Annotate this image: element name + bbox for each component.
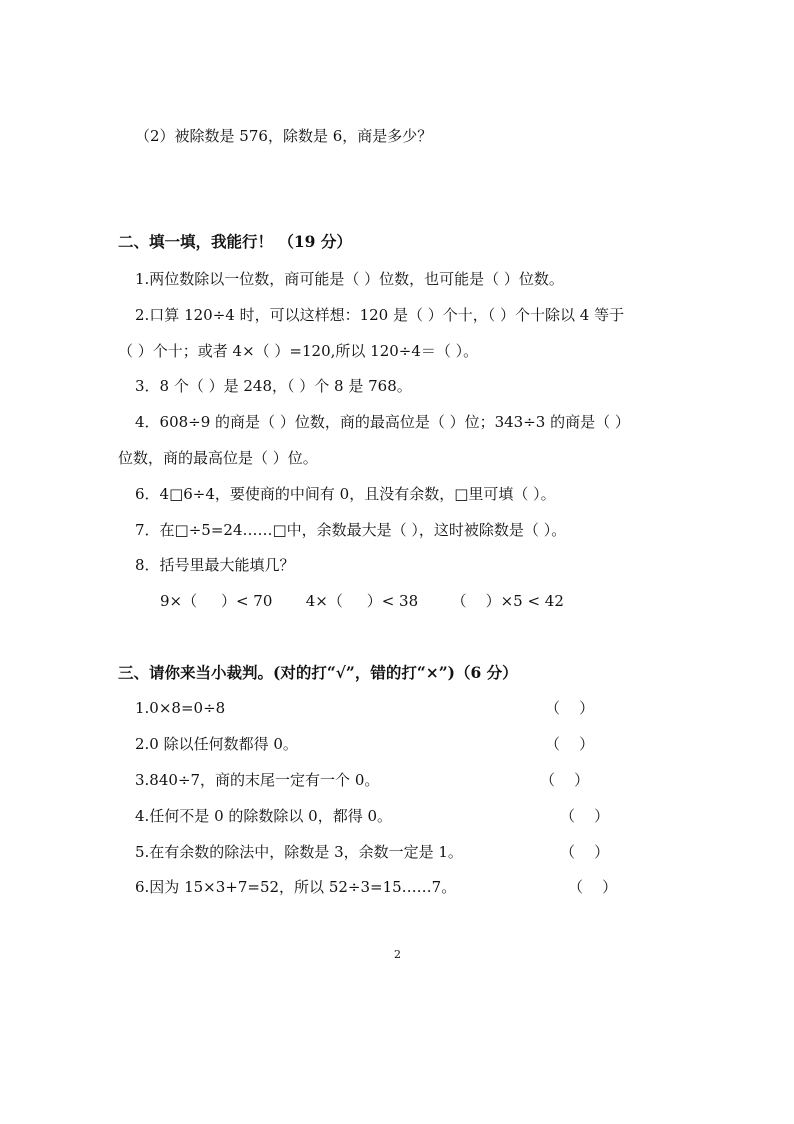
section-2-item-8-comparisons: 9×（ ）< 70 4×（ ）< 38 （ ）×5 < 42 — [160, 592, 564, 610]
section-2-item-2-line-1: 2.口算 120÷4 时，可以这样想：120 是（ ）个十，（ ）个十除以 4 等于 — [135, 306, 625, 324]
section-2-item-2-line-2: （ ）个十；或者 4×（ ）=120,所以 120÷4＝（ ）。 — [118, 342, 479, 360]
judge-answer-box-4[interactable]: （ ） — [560, 807, 610, 825]
section-2-item-8: 8．括号里最大能填几？ — [135, 556, 295, 574]
judge-answer-box-6[interactable]: （ ） — [568, 878, 618, 896]
section-2-item-1: 1.两位数除以一位数，商可能是（ ）位数，也可能是（ ）位数。 — [135, 270, 564, 288]
judge-answer-box-3[interactable]: （ ） — [540, 771, 590, 789]
section-3-heading: 三、请你来当小裁判。(对的打“√”，错的打“×”)（6 分） — [118, 663, 518, 682]
judge-statement-5: 5.在有余数的除法中，除数是 3，余数一定是 1。 — [135, 843, 463, 861]
judge-answer-box-5[interactable]: （ ） — [560, 843, 610, 861]
judge-statement-6: 6.因为 15×3+7=52，所以 52÷3=15……7。 — [135, 878, 457, 896]
section-2-item-3: 3．8 个（ ）是 248，（ ）个 8 是 768。 — [135, 377, 412, 395]
judge-statement-1: 1.0×8=0÷8 — [135, 699, 226, 717]
judge-answer-box-2[interactable]: （ ） — [545, 735, 595, 753]
judge-statement-3: 3.840÷7，商的末尾一定有一个 0。 — [135, 771, 380, 789]
problem-2-text: （2）被除数是 576，除数是 6，商是多少？ — [135, 127, 433, 145]
page-number: 2 — [394, 948, 401, 961]
judge-statement-4: 4.任何不是 0 的除数除以 0，都得 0。 — [135, 807, 393, 825]
section-2-item-7: 7．在□÷5=24……□中，余数最大是（ ），这时被除数是（ ）。 — [135, 521, 567, 539]
section-2-item-6: 6．4□6÷4，要使商的中间有 0，且没有余数，□里可填（ ）。 — [135, 485, 556, 503]
section-2-item-4-line-2: 位数，商的最高位是（ ）位。 — [118, 449, 318, 467]
judge-answer-box-1[interactable]: （ ） — [545, 699, 595, 717]
section-2-heading: 二、填一填，我能行！ （19 分） — [118, 232, 352, 251]
judge-statement-2: 2.0 除以任何数都得 0。 — [135, 735, 298, 753]
section-2-item-4-line-1: 4．608÷9 的商是（ ）位数，商的最高位是（ ）位；343÷3 的商是（ ） — [135, 413, 630, 431]
